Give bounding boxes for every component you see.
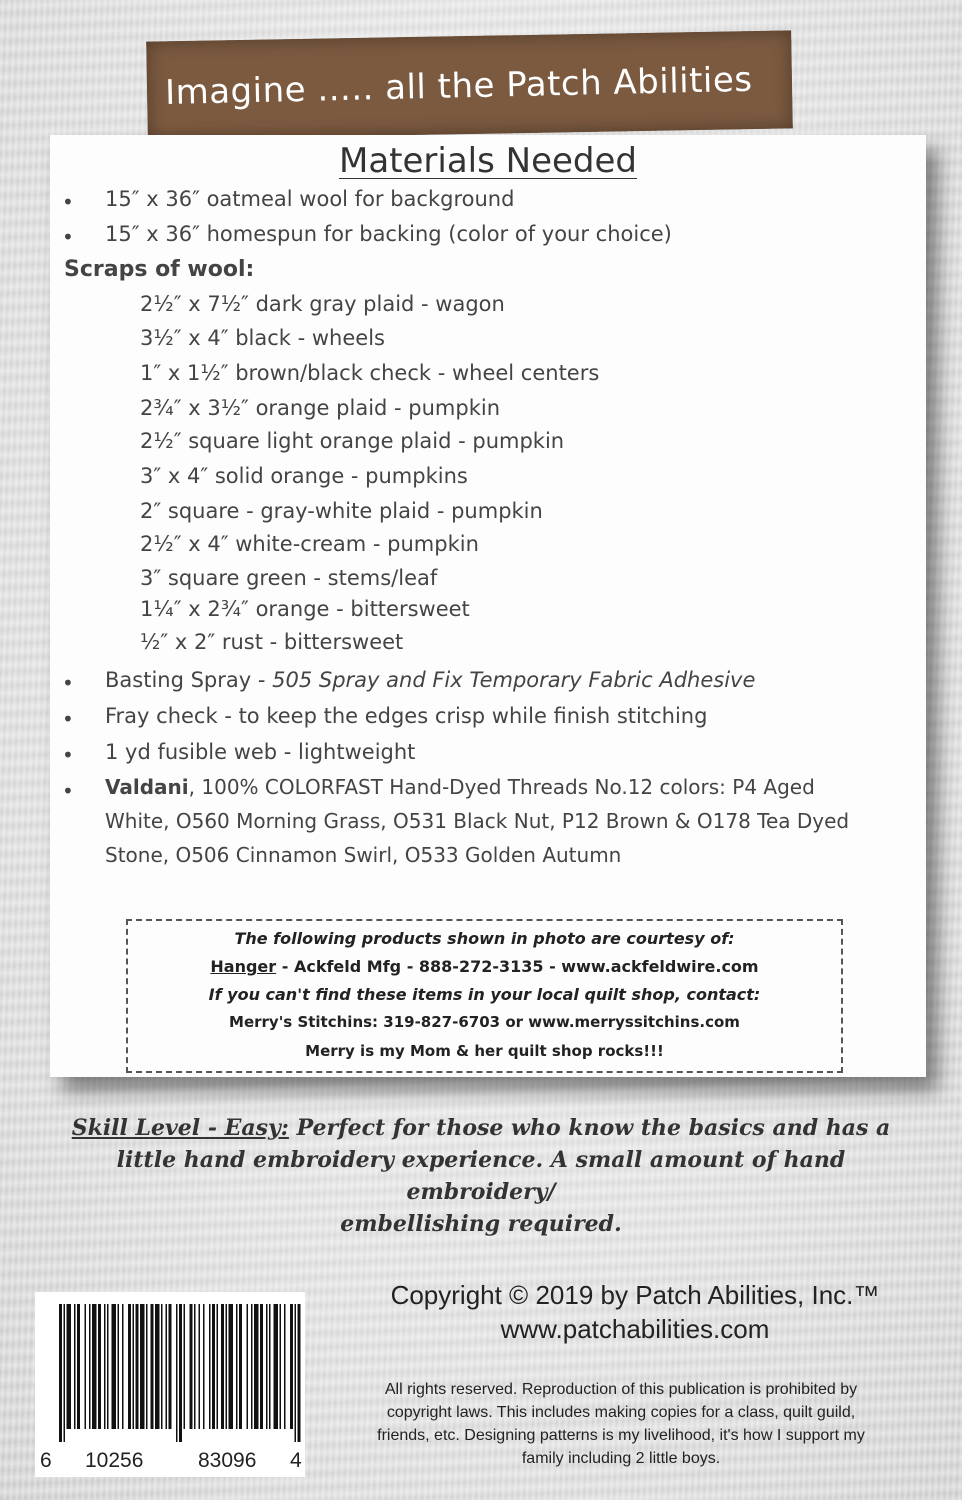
scrap-item: 1″ x 1½″ brown/black check - wheel centers (140, 361, 600, 385)
scrap-item: 1¼″ x 2¾″ orange - bittersweet (140, 597, 470, 621)
barcode-digit: 83096 (198, 1449, 257, 1472)
scrap-item: 3″ x 4″ solid orange - pumpkins (140, 464, 468, 488)
valdani-item-line3: Stone, O506 Cinnamon Swirl, O533 Golden Autumn (105, 843, 622, 867)
courtesy-line: The following products shown in photo are courtesy of: (234, 929, 735, 948)
bullet-icon: • (62, 779, 74, 803)
materials-card (50, 135, 926, 1077)
skill-level-label: Skill Level - Easy: (71, 1115, 289, 1141)
courtesy-hanger-line: Hanger - Ackfeld Mfg - 888-272-3135 - www.ackfeldwire.com (210, 957, 759, 976)
bullet-icon: • (62, 671, 74, 695)
website-link[interactable]: www.patchabilities.com (500, 1314, 770, 1344)
skill-level-line: embellishing required. (340, 1211, 622, 1237)
scrap-item: 2″ square - gray-white plaid - pumpkin (140, 499, 543, 523)
bullet-icon: • (62, 190, 74, 214)
scrap-item: ½″ x 2″ rust - bittersweet (140, 630, 404, 654)
scrap-item: 2½″ x 4″ white-cream - pumpkin (140, 532, 479, 556)
courtesy-line: Merry is my Mom & her quilt shop rocks!!! (305, 1042, 664, 1060)
materials-title: Materials Needed (339, 141, 637, 181)
scrap-item: 2¾″ x 3½″ orange plaid - pumpkin (140, 396, 501, 420)
material-item: 15″ x 36″ homespun for backing (color of your choice) (105, 222, 672, 246)
fray-check-item: Fray check - to keep the edges crisp while finish stitching (105, 704, 708, 728)
barcode-digit: 10256 (85, 1449, 144, 1472)
scrap-item: 3″ square green - stems/leaf (140, 566, 438, 590)
skill-level: Skill Level - Easy: Perfect for those who know the basics and has a little hand embroidery experience. A small amount of hand embroidery/ embellishing required. (40, 1112, 922, 1240)
barcode-digit: 6 (40, 1449, 52, 1472)
barcode-digit: 4 (290, 1449, 302, 1472)
basting-spray-item: Basting Spray - 505 Spray and Fix Temporary Fabric Adhesive (105, 668, 756, 692)
bullet-icon: • (62, 707, 74, 731)
bullet-icon: • (62, 743, 74, 767)
material-item: 15″ x 36″ oatmeal wool for background (105, 187, 515, 211)
banner-title: Imagine ..... all the Patch Abilities (164, 59, 753, 114)
barcode-icon (55, 1292, 305, 1442)
fusible-web-item: 1 yd fusible web - lightweight (105, 740, 416, 764)
copyright-block (310, 1278, 960, 1346)
barcode (35, 1292, 305, 1477)
rights-notice: All rights reserved. Reproduction of this publication is prohibited by copyright laws. This includes making copies for a class, quilt guild, friends, etc. Designing patterns is my livelihood, it's how I support my family including 2 little boys. (377, 1381, 865, 1467)
valdani-item-line2: White, O560 Morning Grass, O531 Black Nut, P12 Brown & O178 Tea Dyed (105, 809, 850, 833)
scrap-item: 3½″ x 4″ black - wheels (140, 326, 385, 350)
scraps-heading: Scraps of wool: (64, 257, 255, 282)
skill-level-line: little hand embroidery experience. A small amount of hand embroidery/ (116, 1147, 846, 1205)
bullet-icon: • (62, 225, 74, 249)
valdani-item: Valdani, 100% COLORFAST Hand-Dyed Threads No.12 colors: P4 Aged (105, 775, 815, 799)
courtesy-box (126, 919, 843, 1073)
copyright-text: Copyright © 2019 by Patch Abilities, Inc.™ (390, 1280, 880, 1310)
courtesy-line: If you can't find these items in your local quilt shop, contact: (208, 985, 761, 1004)
scrap-item: 2½″ square light orange plaid - pumpkin (140, 429, 565, 453)
scrap-item: 2½″ x 7½″ dark gray plaid - wagon (140, 292, 505, 316)
courtesy-contact: Merry's Stitchins: 319-827-6703 or www.merryssitchins.com (229, 1013, 740, 1031)
